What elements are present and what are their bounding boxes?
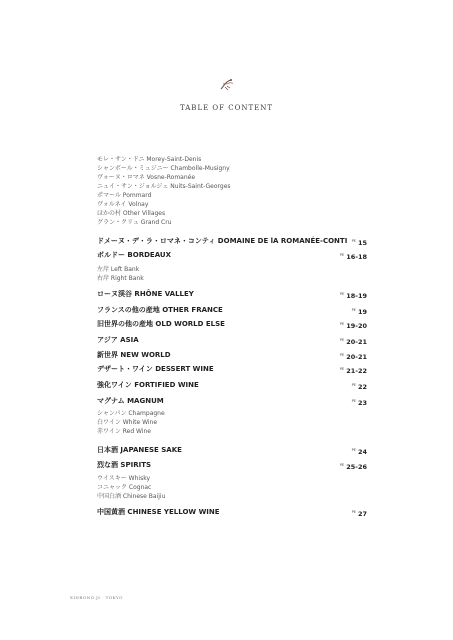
toc-entry-rhone[interactable] [97,289,367,300]
page-prefix: PE [339,463,345,467]
toc-entry-drc[interactable] [97,236,367,247]
toc-entry-bordeaux[interactable] [97,250,367,261]
page-number: 19-20 [346,322,367,330]
toc-entry-pages [352,507,367,519]
page-title: TABLE OF CONTENT [179,104,274,112]
list-item: シャンパン Champagne [97,410,165,417]
list-item: ヴォーヌ・ロマネ Vosne-Romanée [97,174,196,181]
list-item: ほかの村 Other Villages [97,210,166,217]
page-number: 19 [357,308,367,316]
toc-entry-fortified-wine[interactable] [97,380,367,391]
toc-entry-pages [340,335,367,347]
toc-entry-label: 烈な酒 SPIRITS [97,461,152,469]
toc-entry-pages [352,380,367,392]
list-item: コニャック Cognac [97,484,152,491]
toc-entry-label: 新世界 NEW WORLD [97,351,171,359]
list-item: 右岸 Right Bank [97,275,144,282]
page-number: 27 [357,510,367,518]
page-number: 23 [357,399,367,407]
toc-entry-label: フランスの他の産地 OTHER FRANCE [97,306,223,314]
toc-entry-pages [340,350,367,362]
toc-entry-pages [352,236,367,248]
page-prefix: PE [351,239,356,243]
toc-entry-label: 日本酒 JAPANESE SAKE [97,446,182,454]
flourish-icon [219,78,235,92]
toc-entry-new-world[interactable] [97,350,367,361]
toc-entry-pages [340,364,367,376]
list-item: 白ワイン White Wine [97,419,158,426]
page-number: 20-21 [346,353,367,361]
page-number: 15 [357,239,367,247]
list-item: ヴォルネイ Volnay [97,201,149,208]
list-item: 赤ワイン Red Wine [97,428,151,435]
list-item: ニュイ・サン・ジョルジュ Nuits-Saint-Georges [97,183,231,190]
list-item: 中国白酒 Chinese Baijiu [97,493,166,500]
page-prefix: PE [351,308,356,312]
page-prefix: PE [351,399,356,403]
toc-entry-label: デザート・ワイン DESSERT WINE [97,365,214,373]
list-item: シャンボール・ミュジニー Chambolle-Musigny [97,165,230,172]
list-item: ウイスキー Whisky [97,475,151,482]
toc-entry-label: アジア ASIA [97,336,139,344]
toc-entry-other-france[interactable] [97,305,367,316]
toc-entry-magnum[interactable] [97,396,367,407]
toc-entry-old-world[interactable] [97,319,367,330]
footer-brand: XINRONG JI · TOKYO [70,595,123,600]
page-prefix: PE [351,383,356,387]
toc-entry-pages [340,460,367,472]
page-prefix: PE [339,253,345,257]
toc-entry-spirits[interactable] [97,460,367,471]
page-prefix: PE [339,292,345,296]
page-prefix: PE [339,322,345,326]
page-number: 16-18 [346,253,367,261]
page-prefix: PE [351,510,356,514]
toc-entry-pages [352,445,367,457]
page-number: 24 [357,448,367,456]
list-item: モレ・サン・ドニ Morey-Saint-Denis [97,156,202,163]
toc-entry-label: 強化ワイン FORTIFIED WINE [97,381,199,389]
list-item: 左岸 Left Bank [97,266,140,273]
toc-entry-label: 旧世界の他の産地 OLD WORLD ELSE [97,320,225,328]
page-number: 22 [357,383,367,391]
toc-entry-label: ローヌ渓谷 RHÔNE VALLEY [97,290,194,298]
page-number: 18-19 [346,292,367,300]
toc-entry-asia[interactable] [97,335,367,346]
page-prefix: PE [339,338,345,342]
toc-entry-label: 中国黄酒 CHINESE YELLOW WINE [97,508,220,516]
toc-entry-pages [340,250,367,262]
toc-entry-pages [340,289,367,301]
list-item: グラン・クリュ Grand Cru [97,219,172,226]
page-number: 25-26 [346,463,367,471]
list-item: ポマール Pommard [97,192,152,199]
toc-entry-japanese-sake[interactable] [97,445,367,456]
page-prefix: PE [339,353,345,357]
toc-entry-pages [340,319,367,331]
toc-entry-label: ドメーヌ・デ・ラ・ロマネ・コンティ DOMAINE DE lA ROMANÉE-CONTI [97,237,348,245]
page-number: 20-21 [346,338,367,346]
toc-entry-pages [352,396,367,408]
page-prefix: PE [339,367,345,371]
toc-entry-pages [352,305,367,317]
page-prefix: PE [351,448,356,452]
toc-entry-chinese-yellow-wine[interactable] [97,507,367,518]
toc-entry-label: マグナム MAGNUM [97,397,164,405]
page-number: 21-22 [346,367,367,375]
toc-entry-label: ボルドー BORDEAUX [97,251,171,259]
toc-entry-dessert-wine[interactable] [97,364,367,375]
